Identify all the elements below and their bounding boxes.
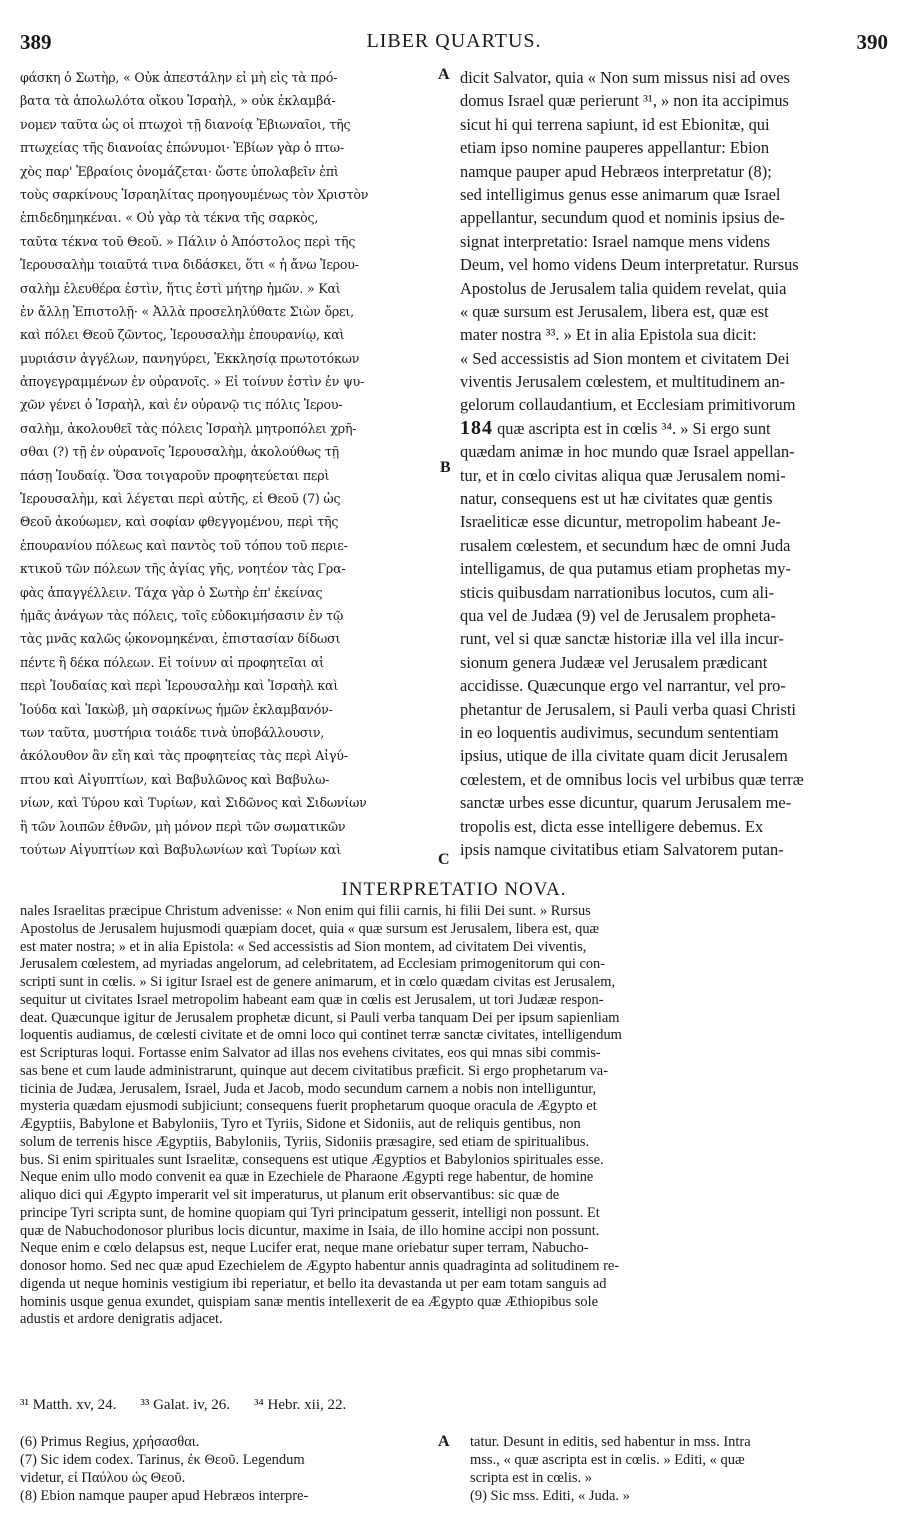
interp-line: Ægyptiis, Babylone et Babyloniis, Tyro et Tyriis, Sidone et Sidoniis, aut de reliquis gentibus, non bbox=[20, 1116, 581, 1132]
interp-line: loquentis audiamus, de cœlesti civitate et de omni loco qui continet terræ sanctæ civitates, intelligendum bbox=[20, 1027, 622, 1044]
interp-line: est Scripturas loqui. Fortasse enim Salvator ad illas nos evehens civitates, eos qui mnas sibi commis- bbox=[20, 1045, 601, 1061]
latin-line: gelorum collaudantium, et Ecclesiam primitivorum bbox=[460, 395, 796, 415]
latin-line: Israeliticæ esse dicuntur, metropolim habeant Je- bbox=[460, 512, 781, 532]
greek-line: φὰς ἀπαγγέλλειν. Τάχα γὰρ ὁ Σωτὴρ ἐπ' ἐκείνας bbox=[20, 584, 323, 600]
greek-line: καὶ πόλει Θεοῦ ζῶντος, Ἱερουσαλὴμ ἐπουρανίῳ, καὶ bbox=[20, 327, 345, 343]
interp-line: donosor homo. Sed nec quæ apud Ezechielem de Ægypto habentur annis quadraginta ad solitudinem re- bbox=[20, 1258, 620, 1274]
greek-line: βατα τὰ ἀπολωλότα οἴκου Ἰσραὴλ, » οὐκ ἐκλαμβά- bbox=[20, 93, 336, 109]
footnote-line: (6) Primus Regius, χρήσασθαι. bbox=[20, 1434, 200, 1450]
latin-line: ipsius, utique de illa civitate quam dicit Jerusalem bbox=[460, 746, 788, 766]
latin-line: namque pauper apud Hebræos interpretatur (8); bbox=[460, 161, 772, 181]
scripture-reference: ³³ Galat. iv, 26. bbox=[140, 1397, 231, 1413]
section-title: INTERPRETATIO NOVA. bbox=[341, 879, 567, 900]
interp-line: Jerusalem cœlestem, ad myriadas angelorum, ad celebritatem, ad Ecclesiam primogenitorum qui con- bbox=[20, 956, 606, 973]
greek-line: Θεοῦ ἀκούωμεν, καὶ σοφίαν φθεγγομένου, περὶ τῆς bbox=[20, 514, 339, 530]
interp-line: hominis usque genua exundet, quispiam sanæ mentis intellexerit de ea Ægypto quæ Æthiopibus sole bbox=[20, 1293, 598, 1310]
interp-line: mysteria quædam ejusmodi subjiciunt; consequens fuerit prophetarum quoque oracula de Ægypto et bbox=[20, 1098, 597, 1115]
greek-line: ἐν ἄλλῃ Ἐπιστολῇ· « Ἀλλὰ προσεληλύθατε Σιὼν ὄρει, bbox=[20, 303, 354, 319]
footnote-line: (7) Sic idem codex. Tarinus, ἐκ Θεοῦ. Legendum bbox=[20, 1452, 305, 1468]
page-number-left: 389 bbox=[20, 30, 52, 54]
interp-line: Neque enim ullo modo convenit ea quæ in Ezechiele de Pharaone Ægypti rege habentur, de homine bbox=[20, 1169, 594, 1186]
greek-line: τὰς μνᾶς καλῶς ᾠκονομηκέναι, ἐπιστασίαν δίδωσι bbox=[20, 631, 341, 647]
latin-line: sicut hi qui terrena sapiunt, id est Ebionitæ, qui bbox=[460, 114, 770, 134]
latin-text-column bbox=[460, 66, 888, 861]
footnote-margin-marker: A bbox=[438, 1433, 450, 1450]
greek-line: ἀπογεγραμμένων ἐν οὐρανοῖς. » Εἰ τοίνυν ἐστὶν ἐν ψυ- bbox=[20, 374, 365, 390]
greek-line: των ταῦτα, μυστήρια τοιάδε τινὰ ὑποβάλλουσιν, bbox=[20, 724, 325, 740]
margin-marker-a: A bbox=[438, 66, 450, 83]
latin-line: cœlestem, et de omnibus locis vel urbibus quæ terræ bbox=[460, 769, 804, 789]
greek-line: σθαι (?) τῇ ἐν οὐρανοῖς Ἱερουσαλὴμ, ἀκολούθως τῇ bbox=[20, 444, 339, 460]
interp-line: deat. Quæcunque igitur de Jerusalem prophetæ dicunt, si Pauli verba tanquam Dei per ipsum sapienliam bbox=[20, 1009, 620, 1026]
interpretatio-nova-text bbox=[20, 903, 888, 1329]
greek-line: πέντε ἢ δέκα πόλεων. Εἰ τοίνυν αἱ προφητεῖαι αἱ bbox=[20, 654, 324, 670]
scripture-reference: ³⁴ Hebr. xii, 22. bbox=[254, 1397, 347, 1413]
latin-line: sed intelligimus genus esse animarum quæ Israel bbox=[460, 184, 781, 204]
latin-line: sticis quibusdam narrationibus locutos, cum ali- bbox=[460, 582, 775, 602]
latin-line: « quæ sursum est Jerusalem, libera est, quæ est bbox=[460, 301, 769, 321]
greek-line: μυριάσιν ἀγγέλων, πανηγύρει, Ἐκκλησίᾳ πρωτοτόκων bbox=[20, 350, 360, 366]
latin-line bbox=[460, 417, 888, 440]
interp-line: solum de terrenis hisce Ægyptiis, Babyloniis, Tyriis, Sidoniis præsagire, sed etiam de spiritualibus. bbox=[20, 1133, 590, 1150]
greek-line: σαλὴμ ἐλευθέρα ἐστὶν, ἥτις ἐστὶ μήτηρ ἡμῶν. » Καὶ bbox=[20, 280, 341, 296]
interp-line: scripti sunt in cœlis. » Si igitur Israel est de genere animarum, et in cœlo quædam civitas est Jerusalem, bbox=[20, 974, 616, 990]
greek-line: κτικοῦ τῶν πόλεων τῆς ἁγίας γῆς, νοητέον τὰς Γρα- bbox=[20, 561, 346, 577]
scripture-reference: ³¹ Matth. xv, 24. bbox=[20, 1397, 117, 1413]
latin-line: appellantur, secundum quod et nominis ipsius de- bbox=[460, 208, 785, 228]
latin-line: sanctæ urbes esse dicuntur, quarum Jerusalem me- bbox=[460, 793, 792, 813]
interp-line: aliquo dici qui Ægypto imperarit vel sit imperaturus, ut planum erit observantibus: sic quæ de bbox=[20, 1187, 560, 1203]
interp-line: sas bene et cum laude administrarunt, quinque aut decem civitatibus præficit. Si ergo prophetarum va- bbox=[20, 1062, 608, 1079]
footnote-line: tatur. Desunt in editis, sed habentur in mss. Intra bbox=[470, 1434, 751, 1450]
greek-line: ἐπουρανίου πόλεως καὶ παντὸς τοῦ τόπου τοῦ περιε- bbox=[20, 537, 348, 553]
interp-line: nales Israelitas præcipue Christum advenisse: « Non enim qui filii carnis, hi filii Dei sunt. » Rursus bbox=[20, 903, 591, 919]
greek-line: ταῦτα τέκνα τοῦ Θεοῦ. » Πάλιν ὁ Ἀπόστολος περὶ τῆς bbox=[20, 233, 356, 249]
latin-line: qua vel de Judæa (9) vel de Jerusalem propheta- bbox=[460, 605, 776, 625]
greek-line: τοὺς σαρκίνους Ἰσραηλίτας προηγουμένως τὸν Χριστὸν bbox=[20, 186, 369, 202]
greek-line: περὶ Ἰουδαίας καὶ περὶ Ἱερουσαλὴμ καὶ Ἰσραὴλ καὶ bbox=[20, 678, 339, 694]
column-number: 184 bbox=[460, 416, 493, 439]
footnote-line: videtur, εἰ Παύλου ὡς Θεοῦ. bbox=[20, 1470, 186, 1486]
greek-line: χῶν γένει ὁ Ἰσραὴλ, καὶ ἐν οὐρανῷ τις πόλις Ἱερου- bbox=[20, 397, 343, 413]
latin-line: tropolis est, dicta esse intelligere debemus. Ex bbox=[460, 816, 764, 836]
latin-line: Apostolus de Jerusalem talia quidem revelat, quia bbox=[460, 278, 787, 298]
interp-line: principe Tyri scripta sunt, de homine quopiam qui Tyri principatum gesserit, intelligi non possunt. Et bbox=[20, 1204, 600, 1221]
interp-line: sequitur ut civitates Israel metropolim habeant eam quæ in cœlis est Jerusalem, ut tori Judææ respon- bbox=[20, 991, 604, 1008]
greek-line: χὸς παρ' Ἑβραίοις ὀνομάζεται· ὥστε ὑπολαβεῖν ἐπὶ bbox=[20, 163, 339, 179]
interp-line: ticinia de Judæa, Jerusalem, Israel, Juda et Jacob, modo secundum carnem a nobis non intelliguntur, bbox=[20, 1080, 597, 1097]
interp-line: digenda ut neque hominis vestigium ibi reperiatur, et bello ita devastanda ut per eam totam sanguis ad bbox=[20, 1275, 607, 1292]
latin-line: tur, et in cœlo civitas aliqua quæ Jerusalem nomi- bbox=[460, 465, 786, 485]
latin-line: Deum, vel homo videns Deum interpretatur. Rursus bbox=[460, 255, 799, 275]
latin-line: quædam animæ in hoc mundo quæ Israel appellan- bbox=[460, 442, 795, 462]
greek-line: νίων, καὶ Τύρου καὶ Τυρίων, καὶ Σιδῶνος καὶ Σιδωνίων bbox=[20, 795, 367, 811]
latin-line: phetantur de Jerusalem, si Pauli verba quasi Christi bbox=[460, 699, 796, 719]
latin-line: « Sed accessistis ad Sion montem et civitatem Dei bbox=[460, 348, 790, 368]
greek-line: Ἱερουσαλὴμ τοιαῦτά τινα διδάσκει, ὅτι « ἡ ἄνω Ἱερου- bbox=[20, 257, 359, 273]
greek-line: πτωχείας τῆς διανοίας ἐπώνυμοι· Ἐβίων γὰρ ὁ πτω- bbox=[20, 140, 344, 156]
greek-line: Ἰούδα καὶ Ἰακὼβ, μὴ σαρκίνως ἡμῶν ἐκλαμβανόν- bbox=[20, 701, 333, 717]
footnotes-left bbox=[20, 1433, 430, 1505]
latin-line: viventis Jerusalem cœlestem, et multitudinem an- bbox=[460, 372, 786, 392]
interp-line: est mater nostra; » et in alia Epistola: « Sed accessistis ad Sion montem, ad civitatem Dei viventis, bbox=[20, 938, 587, 955]
latin-line: rusalem cœlestem, et secundum hæc de omni Juda bbox=[460, 535, 791, 555]
latin-line: natur, consequens est ut hæ civitates quæ gentis bbox=[460, 489, 773, 509]
greek-text-column bbox=[20, 66, 432, 861]
footnote-line: (8) Ebion namque pauper apud Hebræos interpre- bbox=[20, 1488, 309, 1504]
greek-line: ἢ τῶν λοιπῶν ἐθνῶν, μὴ μόνον περὶ τῶν σωματικῶν bbox=[20, 818, 346, 834]
greek-line: πτου καὶ Αἰγυπτίων, καὶ Βαβυλῶνος καὶ Βαβυλω- bbox=[20, 771, 330, 787]
greek-line: νομεν ταῦτα ὡς οἱ πτωχοὶ τῇ διανοίᾳ Ἐβιωναῖοι, τῆς bbox=[20, 116, 351, 132]
page-header bbox=[20, 30, 888, 60]
greek-line: Ἱερουσαλὴμ, καὶ λέγεται περὶ αὐτῆς, εἰ Θεοῦ (7) ὡς bbox=[20, 491, 341, 507]
scripture-references bbox=[20, 1397, 888, 1414]
latin-line: ipsis namque civitatibus etiam Salvatorem putan- bbox=[460, 839, 784, 859]
footnote-line: (9) Sic mss. Editi, « Juda. » bbox=[470, 1488, 630, 1504]
interp-line: bus. Si enim spirituales sunt Israelitæ, consequens est utique Ægyptios et Babylonios spirituales esse. bbox=[20, 1151, 604, 1168]
latin-line: domus Israel quæ perierunt ³¹, » non ita accipimus bbox=[460, 91, 789, 111]
latin-line: etiam ipso nomine pauperes appellantur: Ebion bbox=[460, 138, 770, 158]
interp-line: Apostolus de Jerusalem hujusmodi quæpiam docet, quia « quæ sursum est Jerusalem, libera est, quæ bbox=[20, 920, 600, 937]
margin-marker-c: C bbox=[438, 851, 450, 868]
footnotes-right bbox=[470, 1433, 888, 1505]
interp-line: Neque enim e cœlo delapsus est, neque Lucifer erat, neque mane oriebatur super terram, Nabucho- bbox=[20, 1240, 589, 1257]
greek-line: ἡμᾶς ἀνάγων τὰς πόλεις, τοῖς εὐδοκιμήσασιν ἐν τῷ bbox=[20, 607, 344, 623]
latin-line-text: quæ ascripta est in cœlis ³⁴. » Si ergo sunt bbox=[497, 418, 771, 438]
latin-line: in eo loquentis audivimus, secundum sententiam bbox=[460, 722, 779, 742]
greek-line: φάσκη ὁ Σωτὴρ, « Οὐκ ἀπεστάλην εἰ μὴ εἰς τὰ πρό- bbox=[20, 70, 338, 85]
latin-line: mater nostra ³³. » Et in alia Epistola sua dicit: bbox=[460, 325, 757, 345]
margin-marker-b: B bbox=[440, 459, 451, 476]
interp-line: adustis et ardore denigratis adjacet. bbox=[20, 1311, 223, 1328]
latin-line: accidisse. Quæcunque ergo vel narrantur, vel pro- bbox=[460, 676, 786, 696]
latin-line: signat interpretatio: Israel namque mens videns bbox=[460, 231, 770, 251]
footnote-line: mss., « quæ ascripta est in cœlis. » Editi, « quæ bbox=[470, 1452, 745, 1468]
greek-line: ἐπιδεδημηκέναι. « Οὐ γὰρ τὰ τέκνα τῆς σαρκὸς, bbox=[20, 210, 319, 226]
page-number-right: 390 bbox=[856, 30, 888, 54]
greek-line: πάσῃ Ἰουδαίᾳ. Ὅσα τοιγαροῦν προφητεύεται περὶ bbox=[20, 467, 330, 483]
greek-line: σαλὴμ, ἀκολουθεῖ τὰς πόλεις Ἰσραὴλ μητροπόλει χρῆ- bbox=[20, 420, 357, 436]
latin-line: dicit Salvator, quia « Non sum missus nisi ad oves bbox=[460, 68, 790, 87]
latin-line: sionum genera Judææ vel Jerusalem prædicant bbox=[460, 652, 768, 672]
greek-line: τούτων Αἰγυπτίων καὶ Βαβυλωνίων καὶ Τυρίων καὶ bbox=[20, 841, 341, 857]
latin-line: intelligamus, de qua putamus etiam prophetas my- bbox=[460, 559, 791, 579]
footnote-line: scripta est in cœlis. » bbox=[470, 1470, 593, 1486]
greek-line: ἀκόλουθον ἂν εἴη καὶ τὰς προφητείας τὰς περὶ Αἰγύ- bbox=[20, 748, 348, 764]
interp-line: quæ de Nabuchodonosor pluribus locis dicuntur, maxime in Isaia, de illo homine accipi non possunt. bbox=[20, 1222, 600, 1239]
running-title: LIBER QUARTUS. bbox=[366, 30, 542, 52]
latin-line: runt, vel si quæ sanctæ historiæ illa vel illa incur- bbox=[460, 629, 784, 649]
